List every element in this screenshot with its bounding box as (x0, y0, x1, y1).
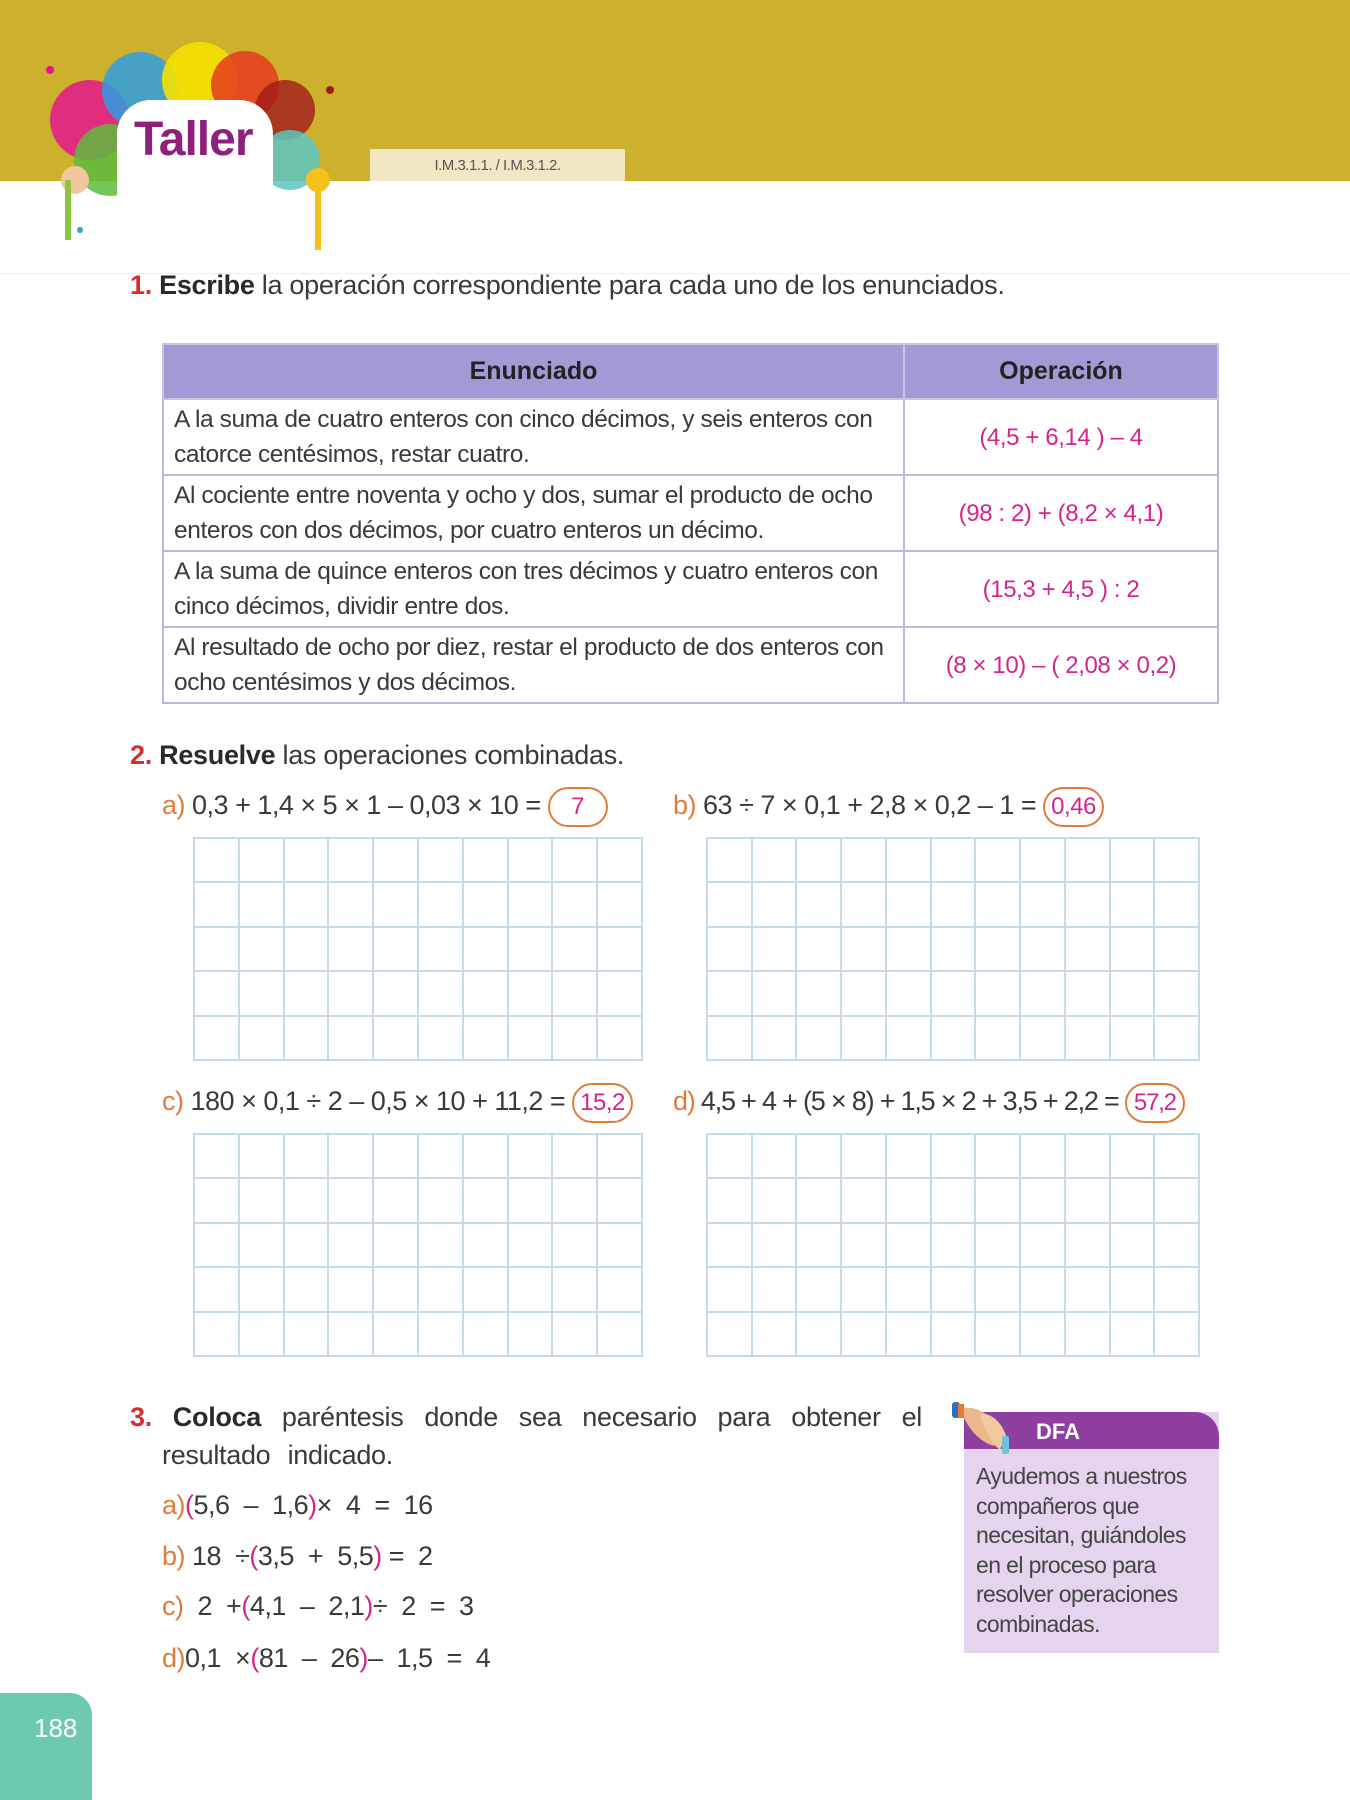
grid-cell[interactable] (707, 1312, 752, 1356)
grid-cell[interactable] (1020, 882, 1065, 926)
grid-cell[interactable] (1065, 971, 1110, 1015)
grid-cell[interactable] (975, 1223, 1020, 1267)
grid-cell[interactable] (463, 1134, 508, 1178)
exercise-label: d) (673, 1086, 695, 1117)
grid-cell[interactable] (1020, 1134, 1065, 1178)
question-number: 2. (130, 740, 152, 770)
grid-cell[interactable] (373, 882, 418, 926)
grid-cell[interactable] (239, 1267, 284, 1311)
operation-cell: (98 : 2) + (8,2 × 4,1) (904, 475, 1218, 551)
question-verb: Escribe (159, 270, 255, 300)
grid-cell[interactable] (418, 838, 463, 882)
grid-cell[interactable] (1110, 971, 1155, 1015)
grid-cell[interactable] (1154, 1178, 1199, 1222)
exercise-expression: 63 ÷ 7 × 0,1 + 2,8 × 0,2 – 1 = (703, 790, 1037, 821)
grid-cell[interactable] (886, 1312, 931, 1356)
grid-cell[interactable] (194, 927, 239, 971)
grid-cell[interactable] (597, 838, 642, 882)
grid-cell[interactable] (508, 1016, 553, 1060)
indicator-code: I.M.3.1.1. / I.M.3.1.2. (370, 149, 625, 181)
grid-cell[interactable] (194, 971, 239, 1015)
grid-cell[interactable] (373, 838, 418, 882)
grid-cell[interactable] (552, 971, 597, 1015)
grid-cell[interactable] (284, 882, 329, 926)
grid-cell[interactable] (1110, 838, 1155, 882)
item-inner: 5,6 – 1,6 (193, 1490, 309, 1520)
grid-cell[interactable] (284, 1223, 329, 1267)
grid-cell[interactable] (463, 1267, 508, 1311)
grid-cell[interactable] (552, 882, 597, 926)
grid-cell[interactable] (841, 1223, 886, 1267)
close-paren: ) (359, 1643, 368, 1673)
grid-cell[interactable] (239, 882, 284, 926)
grid-cell[interactable] (752, 1134, 797, 1178)
grid-cell[interactable] (373, 1134, 418, 1178)
grid-cell[interactable] (752, 882, 797, 926)
grid-cell[interactable] (418, 1178, 463, 1222)
grid-cell[interactable] (552, 1312, 597, 1356)
exercise-expression: 4,5 + 4 + (5 × 8) + 1,5 × 2 + 3,5 + 2,2 = (700, 1086, 1119, 1117)
grid-cell[interactable] (841, 1312, 886, 1356)
grid-cell[interactable] (284, 1312, 329, 1356)
grid-cell[interactable] (1154, 1312, 1199, 1356)
dfa-text: Ayudemos a nuestros compañeros que necesitan, guiándoles en el proceso para resolver operaciones combinadas. (976, 1463, 1187, 1637)
grid-cell[interactable] (597, 1223, 642, 1267)
question-verb: Coloca (172, 1402, 262, 1432)
grid-cell[interactable] (1020, 1267, 1065, 1311)
grid-cell[interactable] (975, 882, 1020, 926)
helping-hands-icon (950, 1400, 1022, 1458)
grid-cell[interactable] (508, 927, 553, 971)
grid-cell[interactable] (597, 1267, 642, 1311)
exercise-c (162, 1083, 633, 1123)
grid-cell[interactable] (796, 927, 841, 971)
exercise-d (673, 1083, 1185, 1123)
grid-cell[interactable] (931, 1267, 976, 1311)
grid-cell[interactable] (1020, 971, 1065, 1015)
question-verb: Resuelve (159, 740, 276, 770)
grid-cell[interactable] (463, 838, 508, 882)
grid-cell[interactable] (284, 1016, 329, 1060)
work-grid-b[interactable] (706, 837, 1200, 1061)
grid-cell[interactable] (194, 882, 239, 926)
grid-cell[interactable] (752, 1267, 797, 1311)
operation-cell: (4,5 + 6,14 ) – 4 (904, 399, 1218, 475)
item-post: = 2 (388, 1541, 433, 1571)
grid-cell[interactable] (707, 1016, 752, 1060)
grid-cell[interactable] (1154, 1223, 1199, 1267)
grid-cell[interactable] (1154, 1267, 1199, 1311)
grid-cell[interactable] (1110, 1134, 1155, 1178)
parenthesis-item-c (162, 1591, 474, 1622)
item-pre: 2 + (197, 1591, 242, 1621)
grid-cell[interactable] (508, 1134, 553, 1178)
grid-cell[interactable] (328, 838, 373, 882)
item-post: ÷ 2 = 3 (372, 1591, 474, 1621)
grid-cell[interactable] (1020, 927, 1065, 971)
grid-cell[interactable] (194, 1134, 239, 1178)
grid-cell[interactable] (194, 1312, 239, 1356)
grid-cell[interactable] (418, 1312, 463, 1356)
grid-cell[interactable] (373, 1178, 418, 1222)
grid-cell[interactable] (886, 882, 931, 926)
grid-cell[interactable] (328, 1134, 373, 1178)
grid-cell[interactable] (752, 838, 797, 882)
grid-cell[interactable] (886, 971, 931, 1015)
item-post: – 1,5 = 4 (367, 1643, 491, 1673)
grid-cell[interactable] (508, 882, 553, 926)
question-2-prompt (130, 740, 624, 771)
grid-cell[interactable] (886, 1223, 931, 1267)
open-paren: ( (249, 1541, 258, 1571)
grid-cell[interactable] (1065, 882, 1110, 926)
grid-cell[interactable] (508, 1267, 553, 1311)
grid-cell[interactable] (707, 971, 752, 1015)
grid-cell[interactable] (796, 882, 841, 926)
statement-cell: A la suma de quince enteros con tres décimos y cuatro enteros con cinco décimos, dividir entre dos. (163, 551, 904, 627)
grid-cell[interactable] (975, 1178, 1020, 1222)
grid-cell[interactable] (886, 1016, 931, 1060)
grid-cell[interactable] (1065, 1312, 1110, 1356)
grid-cell[interactable] (841, 1178, 886, 1222)
grid-cell[interactable] (373, 1312, 418, 1356)
grid-cell[interactable] (1065, 927, 1110, 971)
grid-cell[interactable] (707, 1223, 752, 1267)
grid-cell[interactable] (284, 838, 329, 882)
question-1-prompt (130, 270, 1005, 301)
table-row (163, 551, 1218, 627)
grid-cell[interactable] (1020, 1016, 1065, 1060)
section-title: Taller (134, 113, 253, 166)
dfa-title: DFA (964, 1412, 1219, 1449)
exercise-label: c) (162, 1086, 184, 1117)
grid-cell[interactable] (284, 1178, 329, 1222)
grid-cell[interactable] (239, 838, 284, 882)
grid-cell[interactable] (752, 1312, 797, 1356)
grid-cell[interactable] (975, 1134, 1020, 1178)
grid-cell[interactable] (597, 1312, 642, 1356)
grid-cell[interactable] (552, 1178, 597, 1222)
grid-cell[interactable] (552, 1267, 597, 1311)
item-inner: 4,1 – 2,1 (249, 1591, 365, 1621)
grid-cell[interactable] (1020, 1312, 1065, 1356)
grid-cell[interactable] (931, 1134, 976, 1178)
parenthesis-item-a (162, 1490, 433, 1521)
grid-cell[interactable] (239, 1016, 284, 1060)
grid-cell[interactable] (328, 1267, 373, 1311)
grid-cell[interactable] (841, 838, 886, 882)
question-3-prompt (130, 1398, 922, 1474)
grid-cell[interactable] (552, 1016, 597, 1060)
grid-cell[interactable] (841, 971, 886, 1015)
grid-cell[interactable] (239, 1223, 284, 1267)
table-row (163, 399, 1218, 475)
question-text: la operación correspondiente para cada uno de los enunciados. (254, 270, 1005, 300)
grid-cell[interactable] (239, 1134, 284, 1178)
grid-cell[interactable] (194, 1178, 239, 1222)
grid-cell[interactable] (597, 1016, 642, 1060)
grid-cell[interactable] (1065, 838, 1110, 882)
grid-cell[interactable] (328, 1223, 373, 1267)
grid-cell[interactable] (284, 971, 329, 1015)
item-inner: 3,5 + 5,5 (257, 1541, 374, 1571)
grid-cell[interactable] (373, 1267, 418, 1311)
grid-cell[interactable] (328, 1178, 373, 1222)
grid-cell[interactable] (463, 971, 508, 1015)
grid-cell[interactable] (886, 838, 931, 882)
grid-cell[interactable] (707, 1267, 752, 1311)
grid-cell[interactable] (707, 838, 752, 882)
grid-cell[interactable] (931, 1223, 976, 1267)
grid-cell[interactable] (597, 882, 642, 926)
page-number: 188 (0, 1693, 92, 1800)
grid-cell[interactable] (508, 1312, 553, 1356)
grid-cell[interactable] (975, 838, 1020, 882)
item-pre: 18 ÷ (192, 1541, 250, 1571)
close-paren: ) (373, 1541, 382, 1571)
question-number: 3. (130, 1402, 152, 1432)
grid-cell[interactable] (284, 1267, 329, 1311)
grid-cell[interactable] (931, 971, 976, 1015)
grid-cell[interactable] (1020, 1223, 1065, 1267)
grid-cell[interactable] (841, 1016, 886, 1060)
work-grid-a[interactable] (193, 837, 643, 1061)
grid-cell[interactable] (418, 1134, 463, 1178)
open-paren: ( (185, 1490, 194, 1520)
grid-cell[interactable] (931, 1312, 976, 1356)
grid-cell[interactable] (975, 1016, 1020, 1060)
grid-cell[interactable] (552, 1134, 597, 1178)
grid-cell[interactable] (931, 1016, 976, 1060)
grid-cell[interactable] (597, 1134, 642, 1178)
grid-cell[interactable] (552, 838, 597, 882)
work-grid-c[interactable] (193, 1133, 643, 1357)
exercise-b (673, 787, 1104, 827)
grid-cell[interactable] (328, 882, 373, 926)
grid-cell[interactable] (597, 971, 642, 1015)
grid-cell[interactable] (841, 927, 886, 971)
parenthesis-item-d (162, 1643, 490, 1674)
grid-cell[interactable] (1065, 1223, 1110, 1267)
grid-cell[interactable] (373, 1016, 418, 1060)
grid-cell[interactable] (1065, 1134, 1110, 1178)
item-label: b) (162, 1541, 186, 1571)
grid-cell[interactable] (508, 1178, 553, 1222)
exercise-label: b) (673, 790, 697, 821)
grid-cell[interactable] (796, 1312, 841, 1356)
grid-cell[interactable] (239, 1312, 284, 1356)
grid-cell[interactable] (239, 927, 284, 971)
item-label: a) (162, 1490, 186, 1520)
grid-cell[interactable] (508, 971, 553, 1015)
grid-cell[interactable] (463, 1312, 508, 1356)
grid-cell[interactable] (1154, 1016, 1199, 1060)
grid-cell[interactable] (752, 1178, 797, 1222)
grid-cell[interactable] (1110, 1223, 1155, 1267)
operation-cell: (15,3 + 4,5 ) : 2 (904, 551, 1218, 627)
grid-cell[interactable] (752, 1223, 797, 1267)
item-label: c) (162, 1591, 184, 1621)
table-row (163, 475, 1218, 551)
grid-cell[interactable] (1110, 927, 1155, 971)
close-paren: ) (308, 1490, 317, 1520)
grid-cell[interactable] (886, 1134, 931, 1178)
grid-cell[interactable] (373, 971, 418, 1015)
grid-cell[interactable] (418, 971, 463, 1015)
grid-cell[interactable] (886, 1267, 931, 1311)
grid-cell[interactable] (707, 1134, 752, 1178)
grid-cell[interactable] (975, 927, 1020, 971)
grid-cell[interactable] (886, 1178, 931, 1222)
grid-cell[interactable] (373, 1223, 418, 1267)
grid-cell[interactable] (752, 971, 797, 1015)
grid-cell[interactable] (1110, 1312, 1155, 1356)
grid-cell[interactable] (194, 1223, 239, 1267)
grid-cell[interactable] (597, 927, 642, 971)
grid-cell[interactable] (284, 927, 329, 971)
grid-cell[interactable] (1110, 882, 1155, 926)
close-paren: ) (364, 1591, 373, 1621)
statement-cell: Al cociente entre noventa y ocho y dos, sumar el producto de ocho enteros con dos décimos, por cuatro enteros un décimo. (163, 475, 904, 551)
grid-cell[interactable] (508, 1223, 553, 1267)
exercise-label: a) (162, 790, 186, 821)
grid-cell[interactable] (463, 882, 508, 926)
grid-cell[interactable] (796, 838, 841, 882)
grid-cell[interactable] (328, 1016, 373, 1060)
answer-bubble[interactable]: 15,2 (572, 1083, 633, 1123)
grid-cell[interactable] (1020, 1178, 1065, 1222)
exercise-expression: 180 × 0,1 ÷ 2 – 0,5 × 10 + 11,2 = (190, 1086, 566, 1117)
grid-cell[interactable] (707, 882, 752, 926)
grid-cell[interactable] (1154, 882, 1199, 926)
grid-cell[interactable] (707, 1178, 752, 1222)
exercise-expression: 0,3 + 1,4 × 5 × 1 – 0,03 × 10 = (192, 790, 541, 821)
grid-cell[interactable] (796, 1223, 841, 1267)
grid-cell[interactable] (975, 1267, 1020, 1311)
operation-cell: (8 × 10) – ( 2,08 × 0,2) (904, 627, 1218, 703)
parenthesis-item-b (162, 1541, 433, 1572)
statements-table (162, 343, 1219, 704)
grid-cell[interactable] (841, 1134, 886, 1178)
grid-cell[interactable] (1110, 1016, 1155, 1060)
grid-cell[interactable] (597, 1178, 642, 1222)
grid-cell[interactable] (1154, 838, 1199, 882)
grid-cell[interactable] (284, 1134, 329, 1178)
grid-cell[interactable] (975, 1312, 1020, 1356)
grid-cell[interactable] (1110, 1178, 1155, 1222)
question-text: paréntesis donde sea necesario para obtener el resultado indicado. (162, 1402, 922, 1470)
answer-bubble[interactable]: 0,46 (1043, 787, 1104, 827)
grid-cell[interactable] (841, 882, 886, 926)
grid-cell[interactable] (796, 1178, 841, 1222)
grid-cell[interactable] (796, 1267, 841, 1311)
header-operacion: Operación (904, 344, 1218, 399)
grid-cell[interactable] (1065, 1178, 1110, 1222)
statement-cell: Al resultado de ocho por diez, restar el producto de dos enteros con ocho centésimos y dos décimos. (163, 627, 904, 703)
grid-cell[interactable] (463, 1016, 508, 1060)
header-enunciado: Enunciado (163, 344, 904, 399)
grid-cell[interactable] (1020, 838, 1065, 882)
grid-cell[interactable] (796, 1016, 841, 1060)
grid-cell[interactable] (1154, 1134, 1199, 1178)
grid-cell[interactable] (841, 1267, 886, 1311)
grid-cell[interactable] (931, 838, 976, 882)
grid-cell[interactable] (1154, 971, 1199, 1015)
grid-cell[interactable] (975, 971, 1020, 1015)
grid-cell[interactable] (328, 971, 373, 1015)
statement-cell: A la suma de cuatro enteros con cinco décimos, y seis enteros con catorce centésimos, restar cuatro. (163, 399, 904, 475)
grid-cell[interactable] (418, 1223, 463, 1267)
item-post: × 4 = 16 (316, 1490, 433, 1520)
grid-cell[interactable] (239, 1178, 284, 1222)
grid-cell[interactable] (796, 971, 841, 1015)
grid-cell[interactable] (931, 882, 976, 926)
grid-cell[interactable] (1065, 1267, 1110, 1311)
grid-cell[interactable] (752, 1016, 797, 1060)
table-row (163, 627, 1218, 703)
grid-cell[interactable] (796, 1134, 841, 1178)
grid-cell[interactable] (463, 927, 508, 971)
grid-cell[interactable] (418, 927, 463, 971)
grid-cell[interactable] (328, 927, 373, 971)
grid-cell[interactable] (1065, 1016, 1110, 1060)
question-number: 1. (130, 270, 152, 300)
grid-cell[interactable] (931, 1178, 976, 1222)
grid-cell[interactable] (1110, 1267, 1155, 1311)
answer-bubble[interactable]: 57,2 (1125, 1083, 1185, 1123)
grid-cell[interactable] (931, 927, 976, 971)
question-text: las operaciones combinadas. (275, 740, 625, 770)
grid-cell[interactable] (886, 927, 931, 971)
grid-cell[interactable] (552, 927, 597, 971)
grid-cell[interactable] (194, 838, 239, 882)
answer-bubble[interactable]: 7 (548, 787, 608, 827)
grid-cell[interactable] (463, 1178, 508, 1222)
grid-cell[interactable] (552, 1223, 597, 1267)
item-pre: 0,1 × (185, 1643, 251, 1673)
open-paren: ( (250, 1643, 259, 1673)
grid-cell[interactable] (418, 1267, 463, 1311)
grid-cell[interactable] (373, 927, 418, 971)
grid-cell[interactable] (418, 1016, 463, 1060)
item-inner: 81 – 26 (258, 1643, 360, 1673)
item-label: d) (162, 1643, 186, 1673)
work-grid-d[interactable] (706, 1133, 1200, 1357)
open-paren: ( (241, 1591, 250, 1621)
grid-cell[interactable] (194, 1016, 239, 1060)
grid-cell[interactable] (194, 1267, 239, 1311)
grid-cell[interactable] (328, 1312, 373, 1356)
grid-cell[interactable] (707, 927, 752, 971)
grid-cell[interactable] (418, 882, 463, 926)
grid-cell[interactable] (239, 971, 284, 1015)
exercise-a (162, 787, 608, 827)
grid-cell[interactable] (752, 927, 797, 971)
grid-cell[interactable] (1154, 927, 1199, 971)
grid-cell[interactable] (463, 1223, 508, 1267)
grid-cell[interactable] (508, 838, 553, 882)
